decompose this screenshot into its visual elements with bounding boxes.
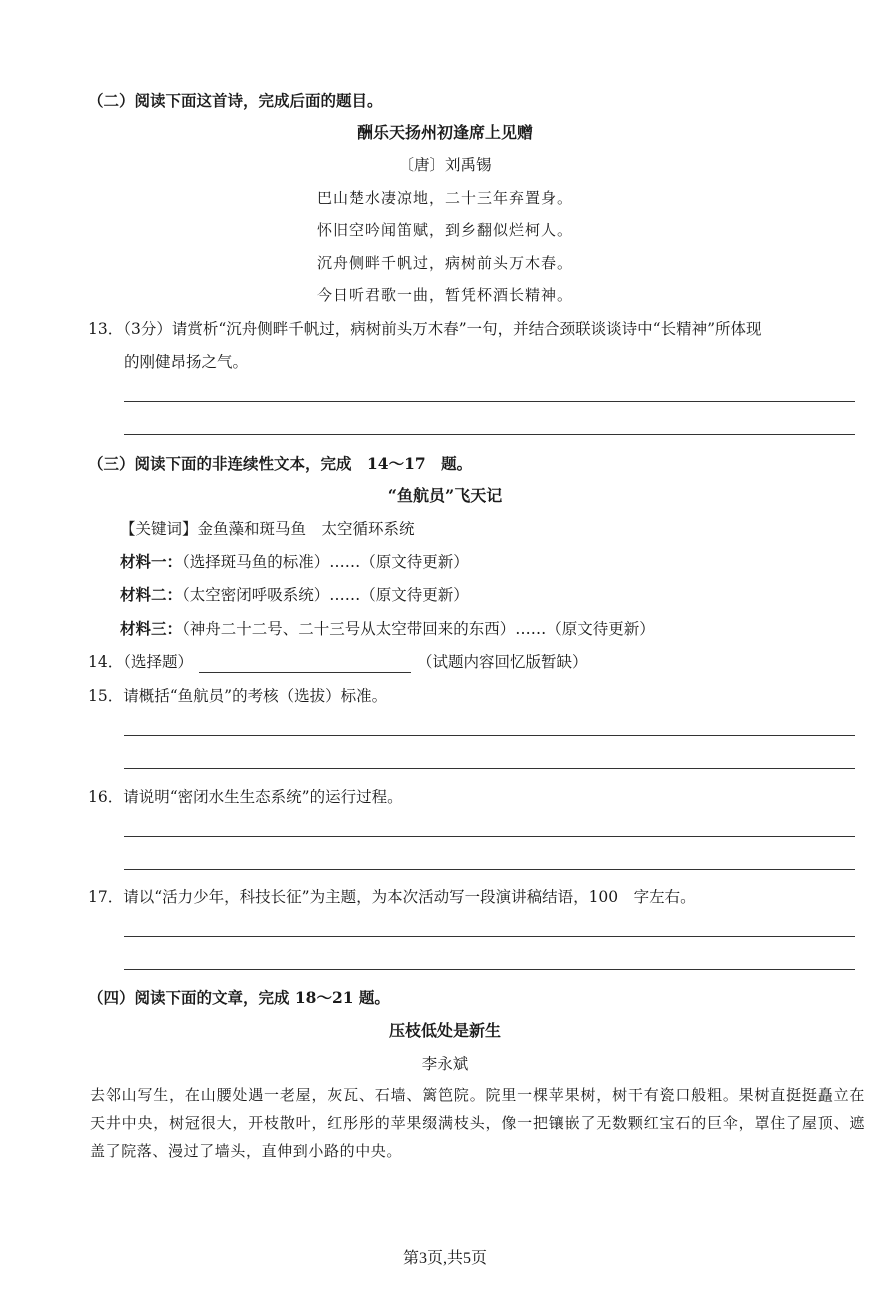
poem-title: 酬乐天扬州初逢席上见赠 xyxy=(356,123,533,142)
article-paragraph: 去邻山写生，在山腰处遇一老屋，灰瓦、石墙、篱笆院。院里一棵苹果树，树干有瓷口般粗。果树直挺挺矗立在天井中央，树冠很大，开枝散叶，红彤彤的苹果缀满枝头，像一把镶嵌了无数颗红宝石的巨伞，罩住了屋顶、遮盖了院落、漫过了墙头，直伸到小路的中央。 xyxy=(90,1086,865,1160)
page-footer: 第3页,共5页 xyxy=(402,1250,487,1267)
poem-line-4: 今日听君歌一曲，暂凭杯酒长精神。 xyxy=(316,286,573,304)
material-3-label: 材料三： xyxy=(120,619,183,638)
question-13-line2: 的刚健昂扬之气。 xyxy=(124,353,249,371)
material-2 xyxy=(120,584,469,606)
answer-line-16b[interactable] xyxy=(124,869,855,870)
poem-line-2: 怀旧空吟闻笛赋，到乡翻似烂柯人。 xyxy=(316,221,573,239)
section4-heading: （四）阅读下面的文章，完成 18～21 题。 xyxy=(88,988,390,1007)
material-1 xyxy=(120,551,469,573)
question-13-line1: 13．（3分）请赏析“沉舟侧畔千帆过，病树前头万木春”一句，并结合颈联谈谈诗中“长精神”所体现 xyxy=(88,320,762,338)
answer-line-17a[interactable] xyxy=(124,936,855,937)
poem-line-3: 沉舟侧畔千帆过，病树前头万木春。 xyxy=(316,254,573,272)
question-14-blank[interactable] xyxy=(199,656,411,673)
question-14-suffix: （试题内容回忆版暂缺） xyxy=(416,653,588,671)
article-author: 李永斌 xyxy=(421,1055,469,1073)
question-15: 15．请概括“鱼航员”的考核（选拔）标准。 xyxy=(88,687,388,705)
answer-line-13a[interactable] xyxy=(124,401,855,402)
keywords: 【关键词】金鱼藻和斑马鱼 太空循环系统 xyxy=(120,520,415,538)
poem-author: 〔唐〕刘禹锡 xyxy=(398,156,492,174)
answer-line-16a[interactable] xyxy=(124,836,855,837)
material-3-text: （神舟二十二号、二十三号从太空带回来的东西）……（原文待更新） xyxy=(182,620,655,638)
material-2-label: 材料二： xyxy=(120,585,183,604)
material-2-text: （太空密闭呼吸系统）……（原文待更新） xyxy=(182,586,469,604)
answer-line-13b[interactable] xyxy=(124,434,855,435)
material-1-text: （选择斑马鱼的标准）……（原文待更新） xyxy=(182,553,469,571)
answer-line-15a[interactable] xyxy=(124,735,855,736)
article-title: 压枝低处是新生 xyxy=(388,1021,501,1040)
text-title: “鱼航员”飞天记 xyxy=(387,486,503,505)
section3-heading: （三）阅读下面的非连续性文本，完成 14～17 题。 xyxy=(88,454,473,473)
poem-line-1: 巴山楚水凄凉地，二十三年弃置身。 xyxy=(316,189,573,207)
question-14-prefix: 14．（选择题） xyxy=(88,653,193,671)
question-16: 16．请说明“密闭水生生态系统”的运行过程。 xyxy=(88,788,403,806)
question-17: 17．请以“活力少年，科技长征”为主题，为本次活动写一段演讲稿结语，100 字左右。 xyxy=(88,888,696,906)
answer-line-17b[interactable] xyxy=(124,969,855,970)
material-1-label: 材料一： xyxy=(120,552,183,571)
section2-heading: （二）阅读下面这首诗，完成后面的题目。 xyxy=(88,91,383,110)
answer-line-15b[interactable] xyxy=(124,768,855,769)
question-14 xyxy=(88,651,588,673)
material-3 xyxy=(120,618,655,640)
